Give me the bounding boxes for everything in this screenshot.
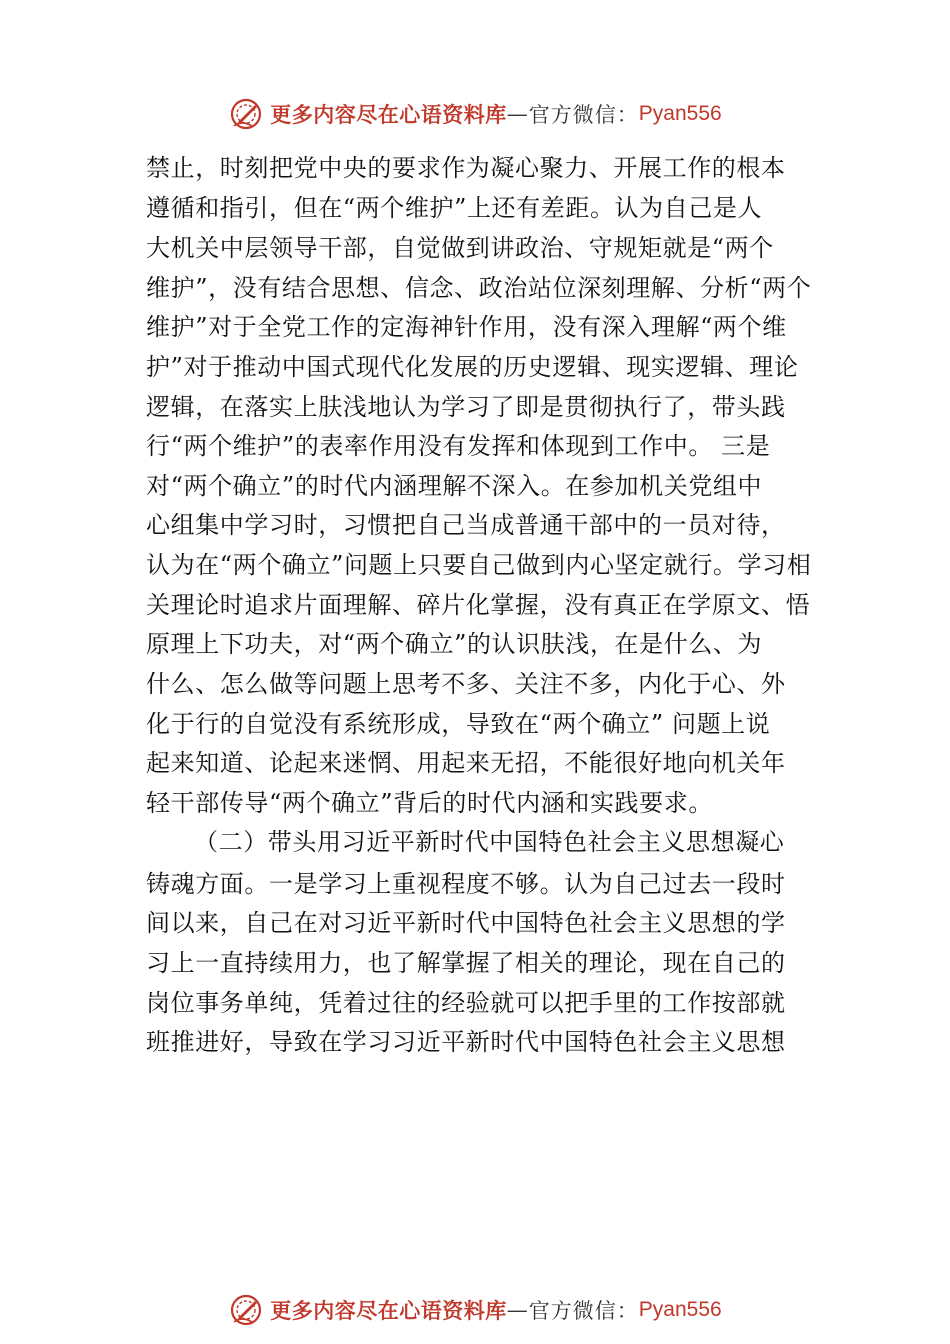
body-line: 化于行的自觉没有系统形成，导致在“两个确立” 问题上说 <box>146 710 771 738</box>
body-line: 起来知道、论起来迷惘、用起来无招，不能很好地向机关年 <box>146 749 786 777</box>
body-line: 习上一直持续用力，也了解掌握了相关的理论，现在自己的 <box>146 949 786 977</box>
section-heading: （二）带头用习近平新时代中国特色社会主义思想凝心 <box>194 828 785 856</box>
body-line: 岗位事务单纯，凭着过往的经验就可以把手里的工作按部就 <box>146 989 786 1017</box>
body-line: 行“两个维护”的表率作用没有发挥和体现到工作中。 三是 <box>146 432 771 460</box>
body-line: 什么、怎么做等问题上思考不多、关注不多，内化于心、外 <box>146 670 786 698</box>
watermark-account: Pyan556 <box>638 102 722 125</box>
brand-logo-icon <box>228 96 264 132</box>
body-line: 对“两个确立”的时代内涵理解不深入。在参加机关党组中 <box>146 472 763 500</box>
body-line: 轻干部传导“两个确立”背后的时代内涵和实践要求。 <box>146 789 713 817</box>
body-line: 班推进好，导致在学习习近平新时代中国特色社会主义思想 <box>146 1028 786 1056</box>
body-line: 护”对于推动中国式现代化发展的历史逻辑、现实逻辑、理论 <box>146 353 799 381</box>
footer-watermark <box>0 1290 950 1330</box>
watermark-separator: — <box>506 1298 529 1322</box>
brand-logo-icon <box>228 1292 264 1328</box>
body-line: 间以来，自己在对习近平新时代中国特色社会主义思想的学 <box>146 909 786 937</box>
body-line: 遵循和指引，但在“两个维护”上还有差距。认为自己是人 <box>146 194 763 222</box>
body-line: 大机关中层领导干部，自觉做到讲政治、守规矩就是“两个 <box>146 234 774 262</box>
body-line: 逻辑，在落实上肤浅地认为学习了即是贯彻执行了，带头践 <box>146 393 786 421</box>
body-line: 铸魂方面。一是学习上重视程度不够。认为自己过去一段时 <box>146 870 786 898</box>
body-line: 关理论时追求片面理解、碎片化掌握，没有真正在学原文、悟 <box>146 591 811 619</box>
body-line: 认为在“两个确立”问题上只要自己做到内心坚定就行。学习相 <box>146 551 812 579</box>
body-line: 维护”，没有结合思想、信念、政治站位深刻理解、分析“两个 <box>146 274 812 302</box>
watermark-account: Pyan556 <box>638 1298 722 1321</box>
header-watermark <box>0 94 950 134</box>
watermark-label: 官方微信： <box>528 103 639 127</box>
body-line: 心组集中学习时，习惯把自己当成普通干部中的一员对待， <box>146 511 786 539</box>
body-line: 原理上下功夫，对“两个确立”的认识肤浅，在是什么、为 <box>146 630 763 658</box>
body-line: 维护”对于全党工作的定海神针作用，没有深入理解“两个维 <box>146 313 787 341</box>
watermark-brand-text: 更多内容尽在心语资料库 <box>270 102 507 127</box>
watermark-separator: — <box>506 102 529 126</box>
watermark-brand-text: 更多内容尽在心语资料库 <box>270 1298 507 1323</box>
body-line: 禁止，时刻把党中央的要求作为凝心聚力、开展工作的根本 <box>146 154 786 182</box>
watermark-label: 官方微信： <box>528 1299 639 1323</box>
